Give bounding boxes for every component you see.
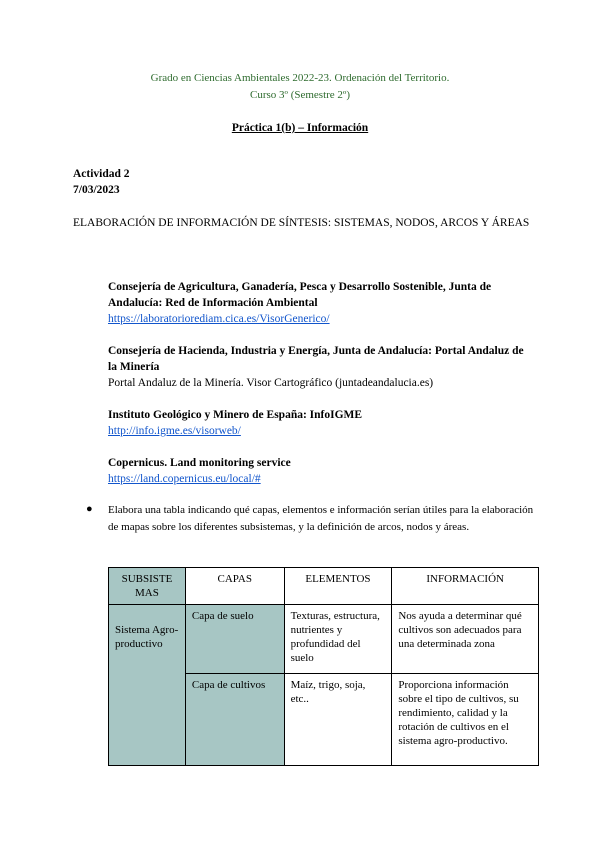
source-item <box>108 407 528 439</box>
source-title: Instituto Geológico y Minero de España: InfoIGME <box>108 409 363 421</box>
table-row <box>109 605 539 674</box>
source-title: Copernicus. Land monitoring service <box>108 457 291 469</box>
elements-cell: Texturas, estructura, nutrientes y profundidad del suelo <box>284 605 392 674</box>
source-item <box>108 279 528 327</box>
table-header-row <box>109 568 539 605</box>
info-cell: Proporciona información sobre el tipo de cultivos, su rendimiento, calidad y la rotación de cultivos en el sistema agro-productivo. <box>392 674 539 766</box>
header-subsistemas: SUBSISTE MAS <box>109 568 186 605</box>
subsystems-table <box>108 567 539 766</box>
header-elementos: ELEMENTOS <box>284 568 392 605</box>
source-title: Consejería de Agricultura, Ganadería, Pesca y Desarrollo Sostenible, Junta de Andalucía: Red de Información Ambiental <box>108 281 492 309</box>
course-header-line-1: Grado en Ciencias Ambientales 2022-23. Ordenación del Territorio. <box>150 72 450 84</box>
activity-label: Actividad 2 <box>73 168 130 180</box>
info-cell: Nos ayuda a determinar qué cultivos son adecuados para una determinada zona <box>392 605 539 674</box>
layer-cell: Capa de cultivos <box>185 674 284 766</box>
source-text: Portal Andaluz de la Minería. Visor Cartográfico (juntadeandalucia.es) <box>108 377 434 389</box>
source-link[interactable]: http://info.igme.es/visorweb/ <box>108 425 241 437</box>
source-item <box>108 455 528 487</box>
activity-date: 7/03/2023 <box>73 184 120 196</box>
task-instruction: Elabora una tabla indicando qué capas, elementos e información serían útiles para la elaboración de mapas sobre los diferentes subsistemas, y la definición de arcos, nodos y áreas. <box>108 504 534 533</box>
page-title: Práctica 1(b) – Información <box>231 122 369 134</box>
bullet-icon: ● <box>86 503 93 515</box>
layer-cell: Capa de suelo <box>185 605 284 674</box>
section-heading: ELABORACIÓN DE INFORMACIÓN DE SÍNTESIS: SISTEMAS, NODOS, ARCOS Y ÁREAS <box>73 217 530 229</box>
elements-cell: Maíz, trigo, soja, etc.. <box>284 674 392 766</box>
source-title: Consejería de Hacienda, Industria y Energía, Junta de Andalucía: Portal Andaluz de la Minería <box>108 345 524 373</box>
course-header-line-2: Curso 3º (Semestre 2º) <box>250 89 350 101</box>
header-capas: CAPAS <box>185 568 284 605</box>
source-link[interactable]: https://land.copernicus.eu/local/# <box>108 473 261 485</box>
source-item <box>108 343 528 391</box>
system-cell <box>109 605 186 766</box>
source-link[interactable]: https://laboratoriorediam.cica.es/VisorGenerico/ <box>108 313 330 325</box>
header-informacion: INFORMACIÓN <box>392 568 539 605</box>
system-label: Sistema Agro-productivo <box>115 624 179 650</box>
